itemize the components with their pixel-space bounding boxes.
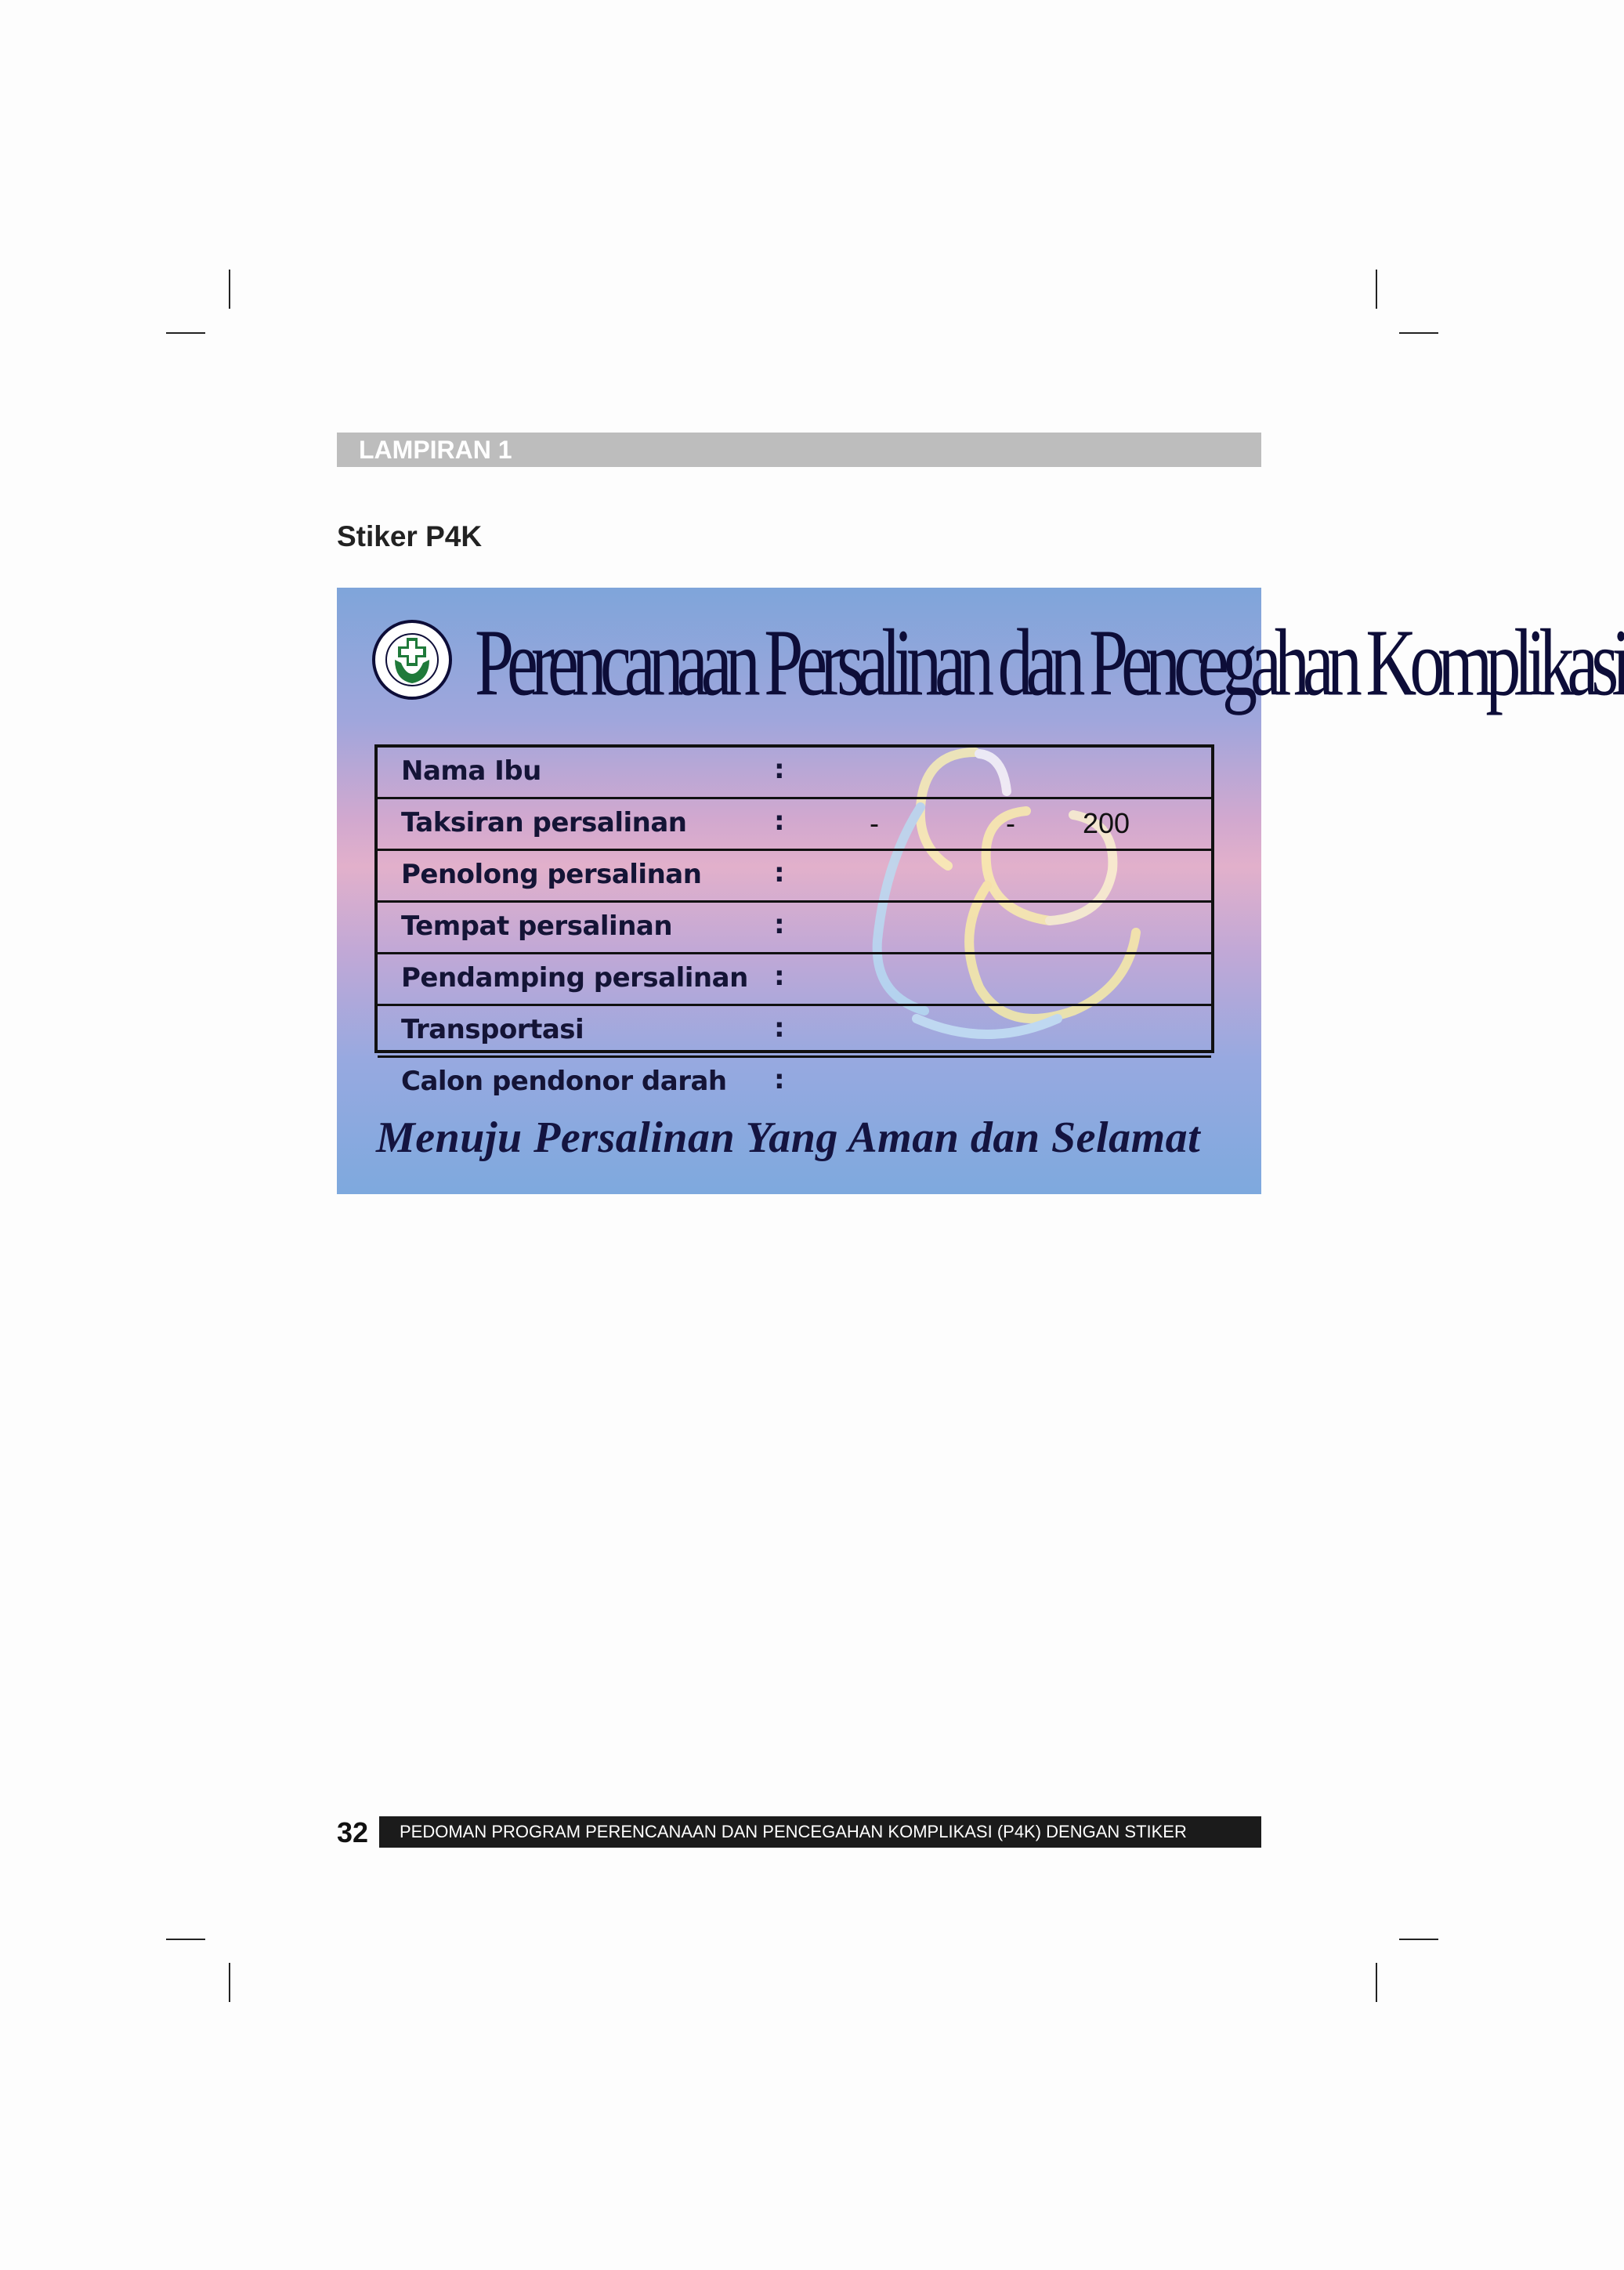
table-row <box>378 799 1211 851</box>
sticker-slogan: Menuju Persalinan Yang Aman dan Selamat <box>376 1113 1201 1162</box>
page-number: 32 <box>337 1816 369 1848</box>
row-label: Calon pendonor darah <box>401 1066 727 1097</box>
table-row <box>378 851 1211 903</box>
year-value: 200 <box>1083 807 1130 839</box>
bakti-husada-emblem-icon <box>371 619 453 701</box>
table-row <box>378 1006 1211 1058</box>
table-row <box>378 903 1211 954</box>
section-label: LAMPIRAN 1 <box>337 433 1261 467</box>
table-row <box>378 1058 1211 1104</box>
crop-mark <box>166 1939 205 1940</box>
running-footer: PEDOMAN PROGRAM PERENCANAAN DAN PENCEGAHAN KOMPLIKASI (P4K) DENGAN STIKER <box>379 1816 1261 1848</box>
crop-mark <box>166 332 205 334</box>
row-colon: : <box>774 961 785 992</box>
date-separator: - <box>1006 807 1015 839</box>
row-colon: : <box>774 857 785 889</box>
crop-mark <box>229 1963 230 2002</box>
row-label: Nama Ibu <box>401 755 541 787</box>
crop-mark <box>1376 1963 1377 2002</box>
p4k-sticker <box>337 588 1624 1194</box>
crop-mark <box>229 270 230 309</box>
row-colon: : <box>774 1012 785 1044</box>
date-separator: - <box>870 807 879 839</box>
crop-mark <box>1399 1939 1438 1940</box>
table-row <box>378 748 1211 799</box>
crop-mark <box>1376 270 1377 309</box>
row-label: Tempat persalinan <box>401 911 673 942</box>
row-label: Taksiran persalinan <box>401 807 687 838</box>
row-colon: : <box>774 806 785 837</box>
row-label: Transportasi <box>401 1014 584 1045</box>
sticker-title: Perencanaan Persalinan dan Pencegahan Komplikasi <box>475 611 1624 716</box>
sticker-form-table <box>374 744 1214 1097</box>
row-label: Penolong persalinan <box>401 859 702 890</box>
row-colon: : <box>774 754 785 785</box>
row-colon: : <box>774 1064 785 1095</box>
table-row <box>378 954 1211 1006</box>
page-heading: Stiker P4K <box>337 520 483 552</box>
row-colon: : <box>774 909 785 940</box>
row-label: Pendamping persalinan <box>401 962 748 994</box>
crop-mark <box>1399 332 1438 334</box>
